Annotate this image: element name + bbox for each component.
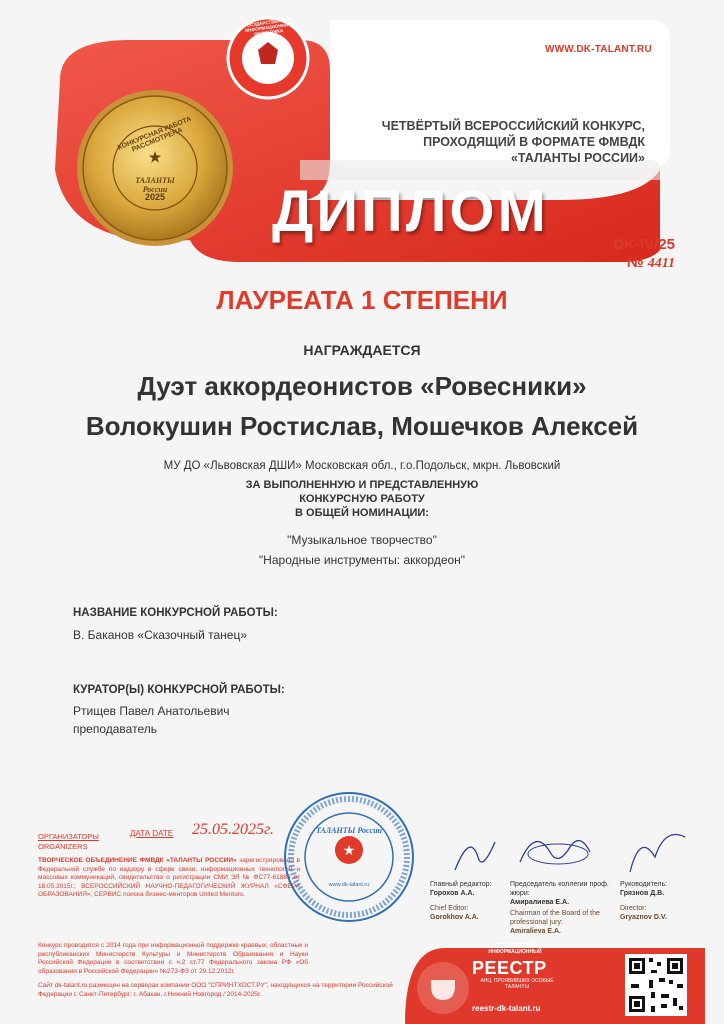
- blue-seal: [282, 790, 416, 924]
- date-label: ДАТА DATE: [130, 829, 174, 838]
- sig3-name-en: Gryaznov D.V.: [620, 914, 667, 921]
- contest-line-2: ПРОХОДЯЩИЙ В ФОРМАТЕ ФМВДК «ТАЛАНТЫ РОССИИ»: [423, 135, 645, 165]
- signatory-1: [430, 880, 510, 922]
- for-text: [0, 478, 724, 520]
- organizer-details: зарегистрировано в Федеральной службе по надзору в сфере связи, информационных технологий и массовых коммуникаций, свидетельство о регистрации СМИ ЭЛ № ФС77-61883 от 18.05.2015г.; ВСЕРОССИЙСКИЙ НАУЧНО-ПЕДАГОГИЧЕСКИЙ ЖУРНАЛ «СФЕРА ОБРАЗОВАНИЯ»; СЕРВИС поиска бизнес-менторов United Mentors.: [38, 857, 300, 898]
- sig1-role-en: Chief Editor:: [430, 905, 469, 912]
- organizer-text: [38, 857, 300, 900]
- reestr-subtitle: АНЦ, ПРОЯВИВШИХ ОСОБЫЕ ТАЛАНТЫ: [480, 978, 554, 990]
- recipient-line-2: Волокушин Ростислав, Мошечков Алексей: [85, 411, 639, 441]
- signatory-3: [620, 880, 700, 922]
- reestr-small: НЕЗАВИСИМЫЙ ИНФОРМАЦИОННЫЙ: [488, 943, 542, 955]
- diploma-title: ДИПЛОМ: [272, 179, 549, 244]
- contest-title: [360, 118, 645, 166]
- svg-text:2025: 2025: [144, 192, 166, 202]
- sig1-name-ru: Горохов А.А.: [430, 890, 475, 897]
- sig2-name-ru: Амиралиева Е.А.: [510, 899, 570, 906]
- gold-seal-text: КОНКУРСНАЯ РАБОТА РАССМОТРЕНА: [116, 115, 193, 154]
- number-value: 4411: [647, 256, 675, 271]
- sig1-role-ru: Главный редактор:: [430, 881, 492, 888]
- svg-text:★: ★: [148, 151, 162, 166]
- sig1-name-en: Gorokhov A.A.: [430, 914, 479, 921]
- sig2-role-en: Chairman of the Board of the professional jury:: [510, 910, 600, 926]
- reestr-title: РЕЕСТР: [472, 958, 547, 978]
- conditions-text: Конкурс проводится с 2014 года при информационной поддержке краевых, областных и республиканских Министерств Культуры и Министерств Образования и Науки Российской Федерации в соответствии с ч.2 ст.77 Федерального закона РФ «Об образовании в Российской Федерации» №273-ФЗ от 29.12.2012г.: [38, 942, 308, 975]
- curator-label: КУРАТОР(Ы) КОНКУРСНОЙ РАБОТЫ:: [73, 684, 285, 696]
- curator-name: Ртищев Павел Анатольевич: [73, 704, 230, 718]
- for-line-2: КОНКУРСНУЮ РАБОТУ: [299, 493, 425, 505]
- institution: МУ ДО «Львовская ДШИ» Московская обл., г.о.Подольск, мкрн. Львовский: [163, 460, 561, 472]
- date-value: 25.05.2025г.: [192, 821, 275, 838]
- organizer-name: ТВОРЧЕСКОЕ ОБЪЕДИНЕНИЕ ФМВДК «ТАЛАНТЫ РОССИИ»: [38, 857, 237, 864]
- gold-seal-inner: ТАЛАНТЫ России: [135, 176, 175, 194]
- sig3-role-ru: Руководитель:: [620, 881, 668, 888]
- for-line-1: ЗА ВЫПОЛНЕННУЮ И ПРЕДСТАВЛЕННУЮ: [245, 479, 479, 491]
- organizers-en: ORGANIZERS: [38, 842, 88, 851]
- number-prefix: №: [626, 254, 644, 271]
- curator-role: преподаватель: [73, 722, 157, 736]
- blue-seal-inner: ТАЛАНТЫ России: [315, 826, 382, 835]
- organizers-label: [38, 832, 99, 852]
- signature-scribbles: [440, 822, 710, 882]
- work-title-label: НАЗВАНИЕ КОНКУРСНОЙ РАБОТЫ:: [73, 607, 278, 619]
- sig2-name-en: Amiralieva E.A.: [510, 928, 561, 935]
- for-line-3: В ОБЩЕЙ НОМИНАЦИИ:: [295, 507, 429, 519]
- sig3-name-ru: Грязнов Д.В.: [620, 890, 665, 897]
- nominations: [0, 530, 724, 570]
- code-series: DK-IV/25: [613, 236, 675, 253]
- sig3-role-en: Director:: [620, 905, 647, 912]
- hosting-note: Сайт dk-talant.ru размещен на серверах компании ООО "СПРИНТХОСТ.РУ", находящихся на территории Российской Федерации г. Санкт-Петербург; г. Абакан, г.Нижний Новгород / 2014-2025г.: [38, 982, 393, 998]
- awarded-label: НАГРАЖДАЕТСЯ: [303, 342, 421, 358]
- diploma-code: [575, 236, 675, 273]
- degree-heading: ЛАУРЕАТА 1 СТЕПЕНИ: [216, 285, 508, 315]
- recipient-line-1: Дуэт аккордеонистов «Ровесники»: [137, 371, 587, 401]
- top-seal-text: ГОСУДАРСТВЕННАЯ ИНФОРМАЦИОННАЯ ПОДДЕРЖКА: [244, 16, 292, 37]
- svg-text:★: ★: [342, 843, 356, 859]
- organizers-ru: ОРГАНИЗАТОРЫ: [38, 832, 99, 841]
- signatory-2: [510, 880, 615, 936]
- blue-seal-url: www.dk-talant.ru: [328, 882, 370, 888]
- reestr-url: reestr-dk-talant.ru: [472, 1004, 541, 1013]
- nomination-2: "Народные инструменты: аккордеон": [258, 553, 466, 567]
- work-title-value: В. Баканов «Сказочный танец»: [73, 628, 248, 642]
- sig2-role-ru: Председатель коллегии проф. жюри:: [510, 881, 609, 897]
- nomination-1: "Музыкальное творчество": [287, 533, 437, 547]
- diploma-number: [575, 254, 675, 273]
- website-url: WWW.DK-TALANT.RU: [545, 44, 652, 55]
- contest-line-1: ЧЕТВЁРТЫЙ ВСЕРОССИЙСКИЙ КОНКУРС,: [381, 119, 645, 133]
